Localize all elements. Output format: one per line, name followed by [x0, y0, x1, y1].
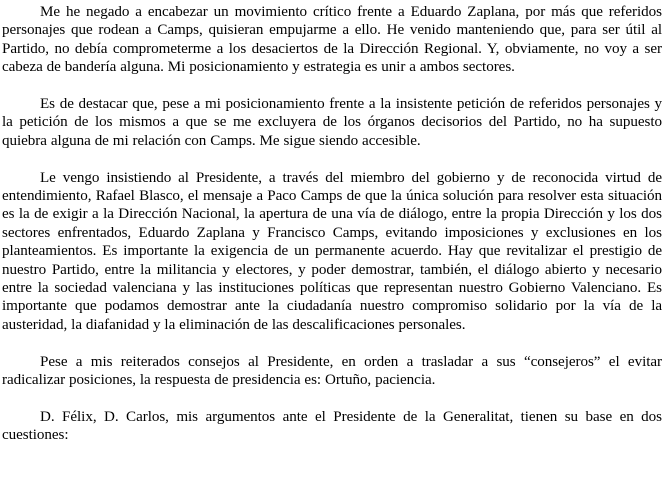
paragraph-5: D. Félix, D. Carlos, mis argumentos ante el Presidente de la Generalitat, tienen su base en dos cuestiones:: [2, 408, 662, 444]
paragraph-2: Es de destacar que, pese a mi posicionamiento frente a la insistente petición de referidos personajes y la petición de los mismos a que se me excluyera de los órganos decisorios del Partido, no ha supuesto quiebra alguna de mi relación con Camps. Me sigue siendo accesible.: [2, 96, 662, 149]
paragraph-1: Me he negado a encabezar un movimiento crítico frente a Eduardo Zaplana, por más que referidos personajes que rodean a Camps, quisieran empujarme a ello. He venido manteniendo que, para ser útil al Partido, no debía comprometerme a los desaciertos de la Dirección Regional. Y, obviamente, no voy a ser cabeza de bandería alguna. Mi posicionamiento y estrategia es unir a ambos sectores.: [2, 4, 662, 76]
paragraph-4: Pese a mis reiterados consejos al Presidente, en orden a trasladar a sus “consejeros” el evitar radicalizar posiciones, la respuesta de presidencia es: Ortuño, paciencia.: [2, 353, 662, 389]
paragraph-3: Le vengo insistiendo al Presidente, a través del miembro del gobierno y de reconocida virtud de entendimiento, Rafael Blasco, el mensaje a Paco Camps de que la única solución para resolver esta situación es la de exigir a la Dirección Nacional, la apertura de una vía de diálogo, entre la propia Dirección y los dos sectores enfrentados, Eduardo Zaplana y Francisco Camps, evitando imposiciones y exclusiones en los planteamientos. Es importante la exigencia de un permanente acuerdo. Hay que revitalizar el prestigio de nuestro Partido, entre la militancia y electores, y poder demostrar, también, el diálogo abierto y necesario entre la sociedad valenciana y las instituciones políticas que representan nuestro Gobierno Valenciano. Es importante que podamos demostrar ante la ciudadanía nuestro compromiso solidario por la vía de la austeridad, la diafanidad y la eliminación de las descalificaciones personales.: [2, 169, 662, 333]
